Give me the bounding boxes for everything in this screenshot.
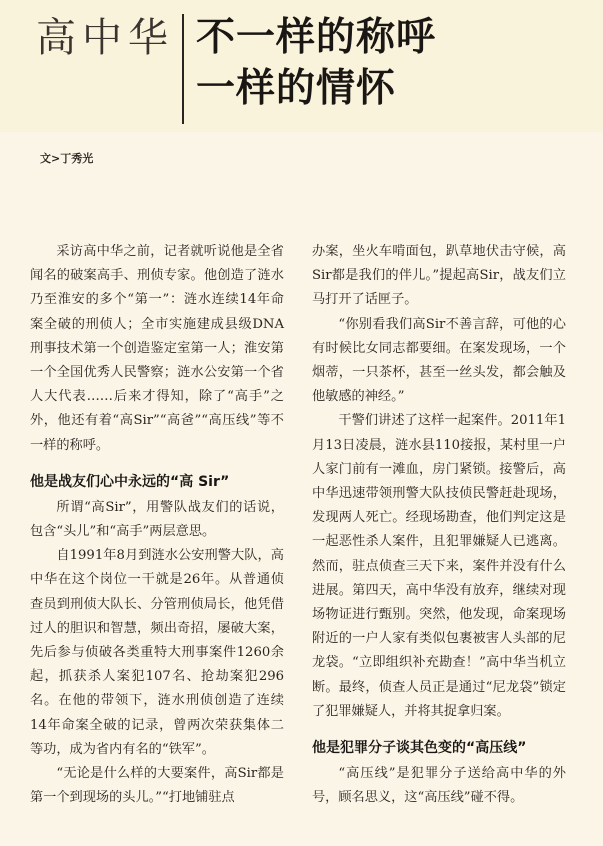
left-column xyxy=(30,240,284,810)
headline-line-2: 一样的情怀 xyxy=(196,66,397,111)
paragraph: 干警们讲述了这样一起案件。2011年1月13日凌晨，涟水县110接报，某村里一户人家门前有一滩血，房门紧锁。接警后，高中华迅速带领刑警大队技侦民警赶赴现场，发现两人死亡。经现场勘查，他们判定这是一起恶性杀人案件，且犯罪嫌疑人已逃离。然而，驻点侦查三天下来，案件并没有什么进展。第四天，高中华没有放弃，继续对现场物证进行甄别。突然，他发现，命案现场附近的一户人家有类似包裹被害人头部的尼龙袋。“立即组织补充勘查！”高中华当机立断。最终，侦查人员正是通过“尼龙袋”锁定了犯罪嫌疑人，并将其捉拿归案。 xyxy=(312,413,566,719)
paragraph: 自1991年8月到涟水公安刑警大队，高中华在这个岗位一干就是26年。从普通侦查员到刑侦大队长、分管刑侦局长，他凭借过人的胆识和智慧，频出奇招，屡破大案，先后参与侦破各类重特大刑事案件1260余起，抓获杀人案犯107名、抢劫案犯296名。在他的带领下，涟水刑侦创造了连续14年命案全破的记录，曾两次荣获集体二等功，成为省内有名的“铁军”。 xyxy=(30,548,284,757)
section-heading: 他是战友们心中永远的“高 Sir” xyxy=(30,473,230,490)
headline xyxy=(196,12,436,114)
right-column xyxy=(312,240,566,810)
paragraph: 所谓“高Sir”，用警队战友们的话说，包含“头儿”和“高手”两层意思。 xyxy=(30,499,284,540)
headline-line-1: 不一样的称呼 xyxy=(196,15,437,60)
paragraph: “无论是什么样的大要案件，高Sir都是第一个到现场的头儿。”“打地铺驻点 xyxy=(30,766,284,806)
paragraph-continued: 办案，坐火车啃面包，趴草地伏击守候，高Sir都是我们的伴儿。”提起高Sir，战友们立马打开了话匣子。 xyxy=(312,244,566,308)
paragraph: “高压线”是犯罪分子送给高中华的外号，顾名思义，这“高压线”碰不得。 xyxy=(312,766,566,806)
paragraph: “你别看我们高Sir不善言辞，可他的心有时候比女同志都要细。在案发现场，一个烟蒂，一只茶杯，甚至一丝头发，都会触及他敏感的神经。” xyxy=(312,316,566,405)
section-heading: 他是犯罪分子谈其色变的“高压线” xyxy=(312,740,527,757)
subject-name: 高中华 xyxy=(36,15,174,61)
title-divider xyxy=(182,14,184,124)
paragraph: 采访高中华之前，记者就听说他是全省闻名的破案高手、刑侦专家。他创造了涟水乃至淮安的多个“第一”：涟水连续14年命案全破的刑侦人；全市实施建成县级DNA刑事技术第一个创造鉴定室第一人；淮安第一个全国优秀人民警察；涟水公安第一个省人大代表……后来才得知，除了“高手”之外，他还有着“高Sir”“高爸”“高压线”等不一样的称呼。 xyxy=(30,244,284,453)
byline: 文>丁秀光 xyxy=(40,152,94,165)
